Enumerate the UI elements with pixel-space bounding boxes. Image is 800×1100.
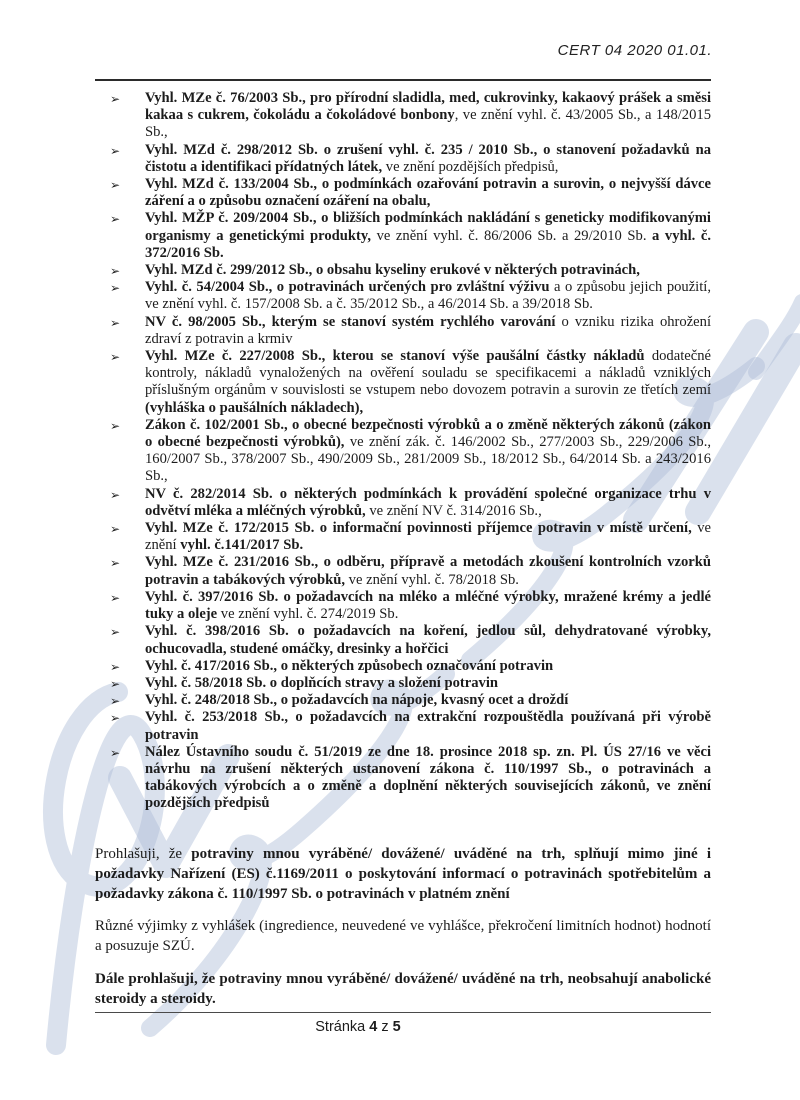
arrow-bullet-icon: ➢ [110,590,121,605]
text-segment: a vyhl. č. 372/2016 Sb. [145,227,711,261]
regulation-list-item [95,675,711,692]
arrow-bullet-icon: ➢ [110,659,121,674]
regulation-list-item [95,623,711,657]
arrow-bullet-icon: ➢ [110,694,121,709]
text-segment: ve znění NV č. 314/2016 Sb., [365,502,542,519]
page-number-separator: z [381,1019,389,1035]
regulation-list-item [95,709,711,743]
text-segment: Vyhl. MZd č. 299/2012 Sb., o obsahu kyseliny erukové v některých potravinách, [145,262,640,279]
text-segment: NV č. 282/2014 Sb. o některých podmínkách k provádění společné organizace trhu v odvětví mléka a mléčných výrobků, [145,485,711,519]
text-segment: Vyhl. MZd č. 133/2004 Sb., o podmínkách ozařování potravin a surovin, o nejvyšší dávce záření a o způsobu označení ozáření na obalu, [145,176,711,210]
page-number-total: 5 [392,1019,401,1035]
page-number [50,1019,666,1035]
arrow-bullet-icon: ➢ [110,264,121,279]
text-segment: Vyhl. č. 253/2018 Sb., o požadavcích na extrakční rozpouštědla používaná při výrobě potravin [145,709,711,743]
text-segment: Vyhl. MZe č. 227/2008 Sb., kterou se stanoví výše paušální částky nákladů [145,348,645,365]
text-segment: Vyhl. MZe č. 231/2016 Sb., o odběru, přípravě a metodách zkoušení kontrolních vzorků potravin a tabákových výrobků, [145,554,711,588]
text-segment: Vyhl. č. 58/2018 Sb. o doplňcích stravy a složení potravin [145,674,498,691]
text-segment: Vyhl. MZe č. 76/2003 Sb., pro přírodní sladidla, med, cukrovinky, kakaový prášek a směsi kakaa s cukrem, čokoládu a čokoládové bonbony [145,90,711,124]
regulation-list-item [95,658,711,675]
text-segment: ve znění vyhl. č. 86/2006 Sb. a 29/2010 Sb. [371,227,653,244]
regulation-text [145,675,498,691]
regulation-list-item [95,744,711,813]
regulation-text [145,314,711,347]
regulation-text [145,623,711,656]
arrow-bullet-icon: ➢ [110,711,121,726]
regulation-list [95,90,711,813]
arrow-bullet-icon: ➢ [110,212,121,227]
regulation-list-item [95,554,711,588]
regulation-list-item [95,589,711,623]
text-segment: Prohlašuji, že [95,846,192,862]
footer-divider [95,1012,711,1013]
text-segment: Vyhl. MŽP č. 209/2004 Sb., o bližších podmínkách nakládání s geneticky modifikovanými organismy a genetickými produkty, [145,210,711,244]
text-segment: ve znění vyhl. č. 274/2019 Sb. [217,606,399,623]
text-segment: Nález Ústavního soudu č. 51/2019 ze dne 18. prosince 2018 sp. zn. Pl. ÚS 27/16 ve věci návrhu na zrušení některých ustanovení zákona č. 110/1997 Sb., o potravinách a tabákových výrobcích a o změně a doplnění některých souvisejících zákonů, ve znění pozdějších předpisů [145,743,711,812]
arrow-bullet-icon: ➢ [110,625,121,640]
regulation-text [145,658,553,674]
arrow-bullet-icon: ➢ [110,143,121,158]
page-number-current: 4 [369,1019,378,1035]
arrow-bullet-icon: ➢ [110,676,121,691]
text-segment: Vyhl. č. 417/2016 Sb., o některých způsobech označování potravin [145,657,554,674]
text-segment: Vyhl. MZd č. 298/2012 Sb. o zrušení vyhl. č. 235 / 2010 Sb., o stanovení požadavků na čistotu a identifikaci přídatných látek, [145,141,711,175]
arrow-bullet-icon: ➢ [110,745,121,760]
page-number-prefix: Stránka [315,1019,366,1035]
arrow-bullet-icon: ➢ [110,281,121,296]
regulation-text [145,554,711,587]
regulation-text [145,210,711,260]
regulation-text [145,348,711,416]
regulation-list-item [95,314,711,348]
arrow-bullet-icon: ➢ [110,315,121,330]
regulation-list-item [95,279,711,313]
regulation-list-item [95,90,711,142]
regulation-text [145,279,711,312]
arrow-bullet-icon: ➢ [110,178,121,193]
text-segment: (vyhláška o paušálních nákladech), [145,399,364,416]
regulation-text [145,709,711,742]
regulation-list-item [95,142,711,176]
arrow-bullet-icon: ➢ [110,556,121,571]
regulation-list-item [95,262,711,279]
regulation-text [145,589,711,622]
arrow-bullet-icon: ➢ [110,418,121,433]
regulation-text [145,176,711,209]
regulation-list-item [95,520,711,554]
text-segment: Vyhl. č. 397/2016 Sb. o požadavcích na mléko a mléčné výrobky, mražené krémy a jedlé tuky a oleje [145,588,711,623]
regulation-text [145,520,711,553]
text-segment: Dále prohlašuji, že potraviny mnou vyráběné/ dovážené/ uváděné na trh, neobsahují anabolické steroidy a steroidy. [95,970,711,1007]
regulation-text [145,486,711,519]
text-segment: dodatečné kontroly, nákladů vynaložených na ověření souladu se specifikacemi a nákladů vzniklých příslušným orgánům v souvislosti se vstupem nebo dovozem potravin a surovin ze třetích zemí [145,348,711,399]
text-segment: Vyhl. MZe č. 172/2015 Sb. o informační povinnosti příjemce potravin v místě určení, [145,520,692,537]
text-segment: a o způsobu jejich použití, ve znění vyhl. č. 157/2008 Sb. a č. 35/2012 Sb., a 46/2014 Sb. a 39/2018 Sb. [145,279,711,313]
header-divider [95,79,711,81]
text-segment: o vzniku rizika ohrožení zdraví z potravin a krmiv [145,313,711,347]
regulation-list-item [95,348,711,417]
arrow-bullet-icon: ➢ [110,522,121,537]
text-segment: ve znění [145,520,711,554]
text-segment: Vyhl. č. 398/2016 Sb. o požadavcích na koření, jedlou sůl, dehydratované výrobky, ochucovadla, studené omáčky, dresinky a hořčici [145,623,711,657]
text-segment: Zákon č. 102/2001 Sb., o obecné bezpečnosti výrobků a o změně některých zákonů (zákon o obecné bezpečnosti výrobků), [145,416,711,451]
document-code: CERT 04 2020 01.01. [557,42,712,59]
text-segment: vyhl. č.141/2017 Sb. [180,537,304,554]
text-segment: ve znění zák. č. 146/2002 Sb., 277/2003 Sb., 229/2006 Sb., 160/2007 Sb., 378/2007 Sb., 490/2009 Sb., 281/2009 Sb., 18/2012 Sb., 64/2014 Sb. a 243/2016 Sb., [145,434,711,485]
declaration-paragraphs [95,845,711,1010]
text-segment: ve znění pozdějších předpisů, [382,158,559,175]
regulation-text [145,262,640,278]
text-segment: potraviny mnou vyráběné/ dovážené/ uváděné na trh, splňují mimo jiné i požadavky Nařízení (ES) č.1169/2011 o poskytování informací o potravinách spotřebitelům a požadavky zákona č. 110/1997 Sb. o potravinách v platném znění [95,846,711,902]
text-segment: Různé výjimky z vyhlášek (ingredience, neuvedené ve vyhlášce, překročení limitních hodnot) hodnotí a posuzuje SZÚ. [95,918,711,955]
text-segment: Vyhl. č. 54/2004 Sb., o potravinách určených pro zvláštní výživu [145,279,550,296]
arrow-bullet-icon: ➢ [110,350,121,365]
regulation-text [145,417,711,485]
text-segment: NV č. 98/2005 Sb., kterým se stanoví systém rychlého varování [145,313,556,330]
regulation-list-item [95,176,711,210]
regulation-list-item [95,210,711,262]
arrow-bullet-icon: ➢ [110,92,121,106]
regulation-list-item [95,486,711,520]
regulation-text [145,142,711,175]
declaration-paragraph [95,970,711,1010]
text-segment: , ve znění vyhl. č. 43/2005 Sb., a 148/2015 Sb., [145,107,711,141]
regulation-text [145,744,711,812]
text-segment: ve znění vyhl. č. 78/2018 Sb. [345,571,519,588]
declaration-paragraph [95,845,711,904]
regulation-text [145,692,568,708]
arrow-bullet-icon: ➢ [110,487,121,502]
text-segment: Vyhl. č. 248/2018 Sb., o požadavcích na nápoje, kvasný ocet a droždí [145,692,569,709]
regulation-list-item [95,417,711,486]
regulation-text [145,90,711,140]
declaration-paragraph [95,917,711,957]
regulation-list-item [95,692,711,709]
